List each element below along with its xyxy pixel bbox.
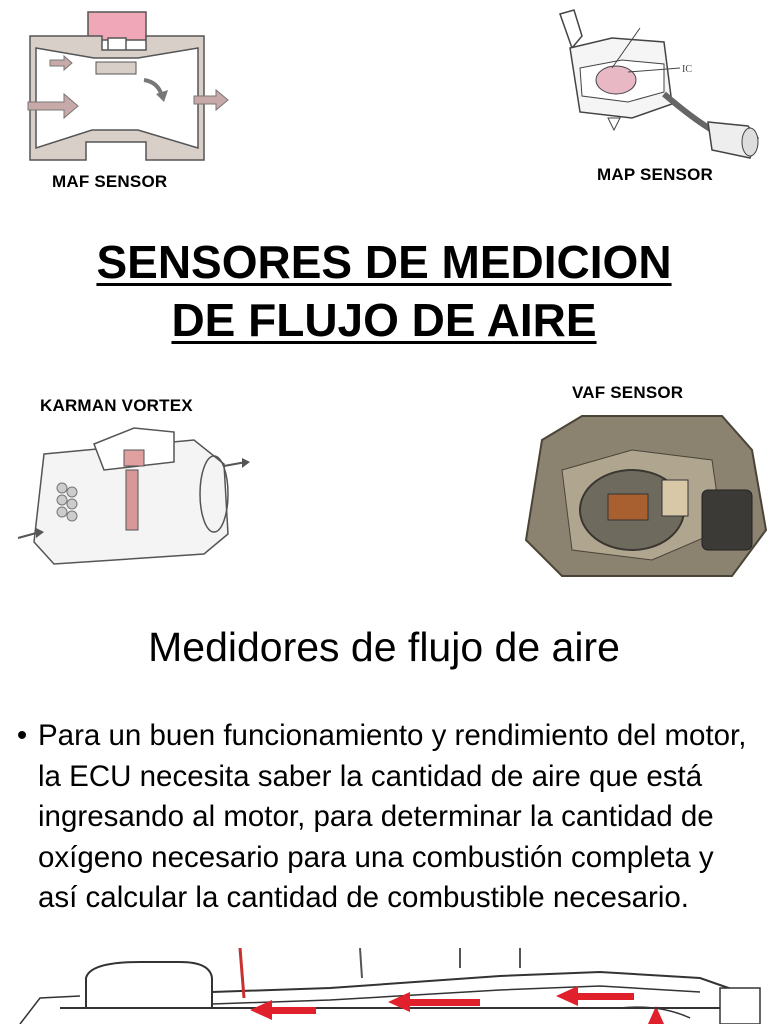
maf-sensor-diagram (26, 10, 236, 170)
page-title-line2: DE FLUJO DE AIRE (171, 294, 597, 346)
bullet-text: Para un buen funcionamiento y rendimiento del motor, la ECU necesita saber la cantidad de aire que está ingresando al motor, para determinar la cantidad de oxígeno necesario para una combustión completa y así calcular la cantidad de combustible necesario. (38, 719, 747, 914)
page-title-2 (0, 291, 768, 349)
bullet-paragraph (6, 716, 756, 919)
airflow-arrow-icon (250, 986, 664, 1024)
map-sensor-caption: MAP SENSOR (597, 165, 713, 184)
section-heading: Medidores de flujo de aire (148, 624, 620, 670)
maf-sensor-caption: MAF SENSOR (52, 172, 168, 191)
vaf-sensor-caption: VAF SENSOR (572, 383, 684, 402)
karman-vortex-caption: KARMAN VORTEX (40, 396, 193, 415)
engine-airflow-diagram (0, 948, 768, 1024)
karman-vortex-diagram (14, 414, 254, 574)
bullet-marker: • (16, 719, 28, 752)
page-title (0, 233, 768, 291)
vaf-sensor-photo (522, 410, 768, 580)
map-sensor-diagram (552, 8, 766, 168)
page-title-line1: SENSORES DE MEDICION (96, 236, 672, 288)
map-ic-label: IC (682, 64, 692, 75)
